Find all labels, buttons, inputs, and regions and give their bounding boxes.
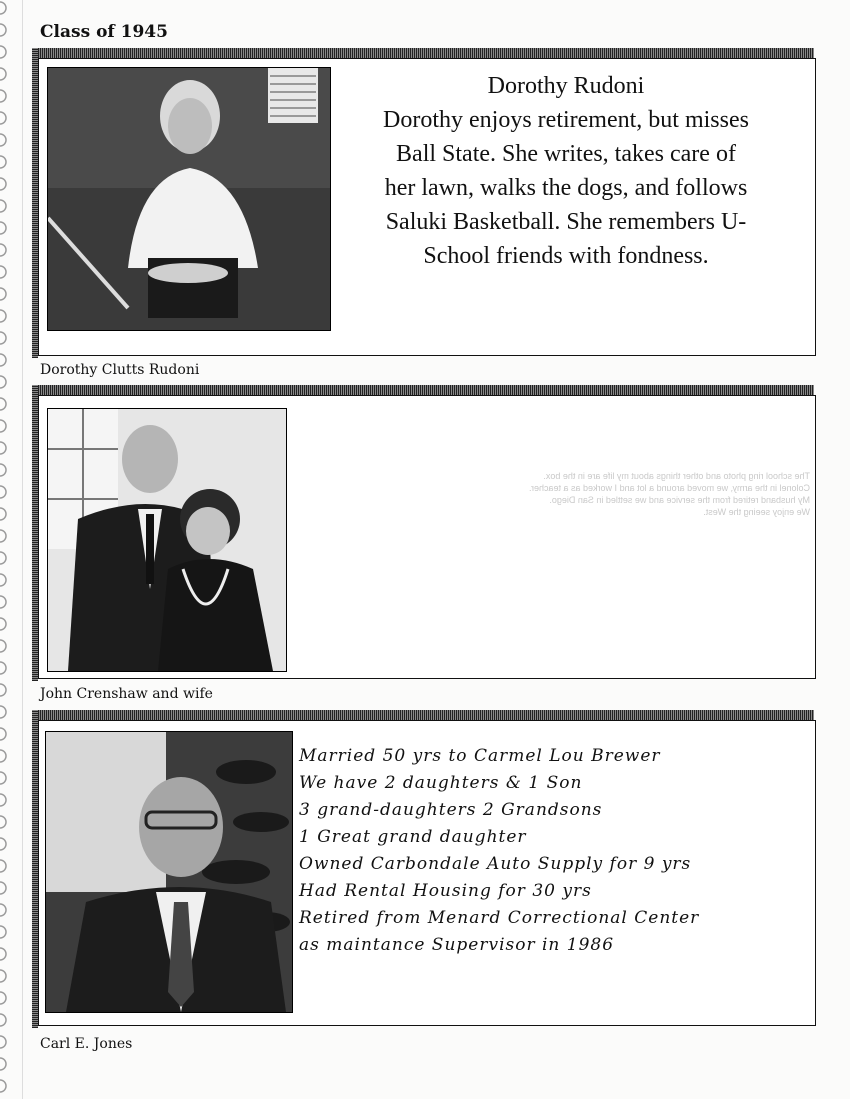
- handwritten-line: Married 50 yrs to Carmel Lou Brewer: [299, 746, 661, 766]
- photo-caption: Dorothy Clutts Rudoni: [40, 362, 200, 378]
- bleed-through-text: The school ring photo and other things about my life are in the box. Colonel in the army, we moved around a lot and I worked as a teacher. My husband retired from the service and we settled in San Diego. We enjoy seeing the West.: [529, 471, 810, 517]
- portrait-photo-image: [48, 68, 330, 330]
- handwritten-line: 3 grand-daughters 2 Grandsons: [299, 800, 603, 820]
- handwritten-line: 1 Great grand daughter: [299, 827, 527, 847]
- couple-photo: [47, 408, 287, 672]
- spiral-binding: [0, 0, 22, 1099]
- handwritten-line: Retired from Menard Correctional Center: [299, 908, 700, 928]
- handwritten-line: as maintance Supervisor in 1986: [299, 935, 615, 955]
- portrait-photo: [45, 731, 293, 1013]
- profile-panel-rudoni: [38, 58, 816, 356]
- portrait-photo-image: [46, 732, 292, 1012]
- profile-panel-crenshaw: [38, 395, 816, 679]
- handwritten-line: Owned Carbondale Auto Supply for 9 yrs: [299, 854, 692, 874]
- profile-name: Dorothy Rudoni: [487, 73, 645, 99]
- handwritten-line: Had Rental Housing for 30 yrs: [299, 881, 592, 901]
- photo-caption: Carl E. Jones: [40, 1036, 133, 1052]
- handwritten-line: We have 2 daughters & 1 Son: [299, 773, 583, 793]
- portrait-photo: [47, 67, 331, 331]
- couple-photo-image: [48, 409, 286, 671]
- profile-line: Ball State. She writes, takes care of: [396, 141, 736, 167]
- profile-panel-jones: [38, 720, 816, 1026]
- profile-line: Saluki Basketball. She remembers U-: [385, 209, 747, 235]
- profile-line: School friends with fondness.: [423, 243, 709, 269]
- handwritten-note: [299, 743, 799, 959]
- profile-text: [341, 69, 791, 273]
- binding-edge: [22, 0, 23, 1099]
- page-title: Class of 1945: [40, 22, 168, 42]
- profile-line: Dorothy enjoys retirement, but misses: [383, 107, 749, 133]
- profile-line: her lawn, walks the dogs, and follows: [384, 175, 748, 201]
- photo-caption: John Crenshaw and wife: [40, 686, 213, 702]
